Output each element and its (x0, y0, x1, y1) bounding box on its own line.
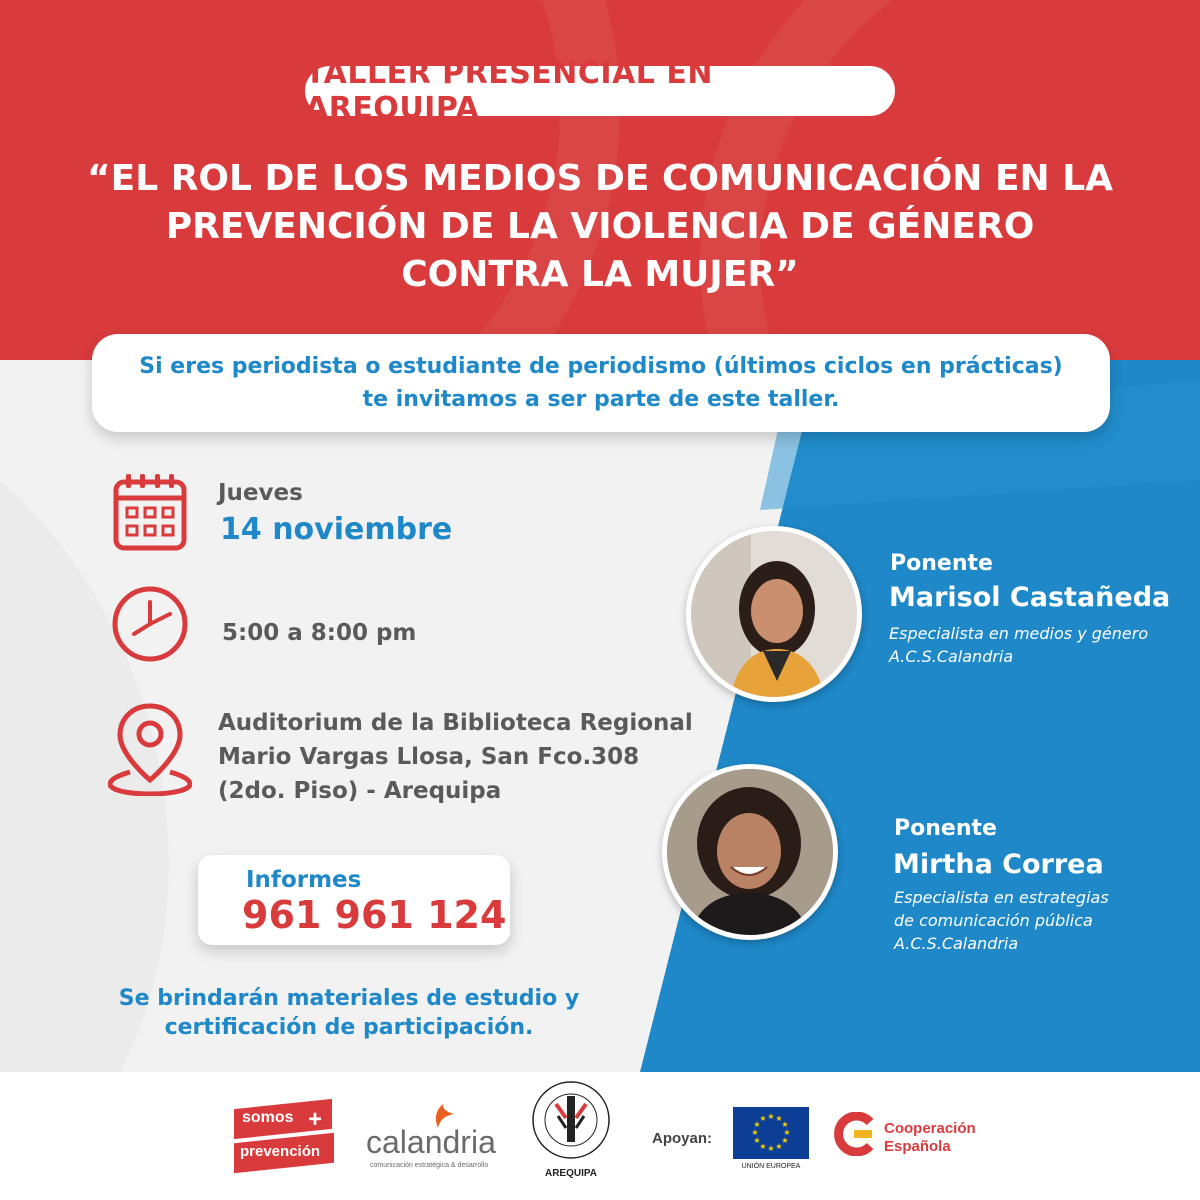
speaker-role: Ponente (894, 816, 997, 841)
speaker-photo (662, 764, 838, 940)
speaker-avatar-icon (667, 769, 833, 935)
materials-note (104, 984, 594, 1042)
speaker-description (894, 886, 1109, 955)
invitation-line: te invitamos a ser parte de este taller. (362, 387, 840, 412)
eu-flag-logo (733, 1107, 809, 1177)
support-label: Apoyan: (652, 1130, 712, 1147)
speaker-desc-line: Especialista en medios y género (889, 624, 1149, 643)
speaker-name: Marisol Castañeda (889, 582, 1171, 613)
logo-text: comunicación estratégica & desarrollo (370, 1162, 489, 1169)
location-pin-icon (108, 700, 192, 796)
event-type-badge: TALLER PRESENCIAL EN AREQUIPA (305, 66, 895, 116)
venue-line: Mario Vargas Llosa, San Fco.308 (218, 744, 640, 770)
clock-icon (110, 584, 190, 664)
svg-text:★: ★ (759, 1114, 767, 1123)
svg-text:★: ★ (767, 1144, 775, 1153)
svg-text:★: ★ (783, 1128, 791, 1137)
eu-flag-icon (733, 1107, 809, 1159)
speaker-desc-line: de comunicación pública (894, 911, 1093, 930)
svg-text:★: ★ (775, 1114, 783, 1123)
cooperacion-c-icon (834, 1112, 878, 1156)
speaker-avatar-icon (691, 531, 857, 697)
note-line: certificación de participación. (164, 1015, 534, 1040)
logo-text: Española (884, 1138, 951, 1155)
svg-text:★: ★ (753, 1120, 761, 1129)
calendar-icon (112, 472, 188, 552)
svg-text:★: ★ (781, 1136, 789, 1145)
somos-prevencion-logo (232, 1104, 336, 1172)
event-time: 5:00 a 8:00 pm (222, 620, 417, 646)
colegio-periodistas-logo (530, 1078, 612, 1182)
venue-line: (2do. Piso) - Arequipa (218, 778, 502, 804)
contact-phone[interactable]: 961 961 124 (242, 893, 507, 937)
speaker-desc-line: Especialista en estrategias (894, 888, 1109, 907)
svg-text:★: ★ (781, 1120, 789, 1129)
contact-label: Informes (246, 867, 362, 893)
invitation-box (92, 334, 1110, 432)
logo-text: AREQUIPA (544, 1168, 598, 1179)
note-line: Se brindarán materiales de estudio y (118, 986, 580, 1011)
logo-text: prevención (240, 1143, 321, 1160)
invitation-line: Si eres periodista o estudiante de periodismo (últimos ciclos en prácticas) (139, 354, 1063, 379)
speaker-desc-line: A.C.S.Calandria (889, 647, 1014, 666)
svg-text:★: ★ (753, 1136, 761, 1145)
title-line: “EL ROL DE LOS MEDIOS DE COMUNICACIÓN EN LA (86, 158, 1114, 199)
plus-icon: + (308, 1106, 323, 1133)
calandria-logo (366, 1102, 498, 1174)
speaker-desc-line: A.C.S.Calandria (894, 934, 1019, 953)
logo-text: UNIÓN EUROPEA (741, 1163, 801, 1170)
speaker-role: Ponente (890, 551, 993, 576)
speaker-photo (686, 526, 862, 702)
svg-text:★: ★ (759, 1142, 767, 1151)
event-day: Jueves (218, 480, 303, 506)
event-date: 14 noviembre (220, 512, 453, 547)
logo-text: calandria (366, 1124, 496, 1160)
logo-text: somos (242, 1109, 294, 1126)
venue-line: Auditorium de la Biblioteca Regional (218, 710, 693, 736)
logo-text (500, 1072, 501, 1073)
event-venue (218, 706, 693, 808)
svg-text:★: ★ (767, 1112, 775, 1121)
speaker-description (889, 622, 1148, 668)
svg-text:★: ★ (775, 1142, 783, 1151)
logo-text: Cooperación (884, 1120, 976, 1137)
title-line: PREVENCIÓN DE LA VIOLENCIA DE GÉNERO (165, 206, 1035, 247)
cooperacion-espanola-logo (834, 1112, 994, 1164)
title-line: CONTRA LA MUJER” (401, 254, 799, 295)
colegio-seal-icon (530, 1078, 612, 1166)
svg-text:★: ★ (751, 1128, 759, 1137)
event-title (60, 155, 1140, 299)
speaker-name: Mirtha Correa (893, 849, 1104, 880)
contact-box (198, 855, 510, 945)
